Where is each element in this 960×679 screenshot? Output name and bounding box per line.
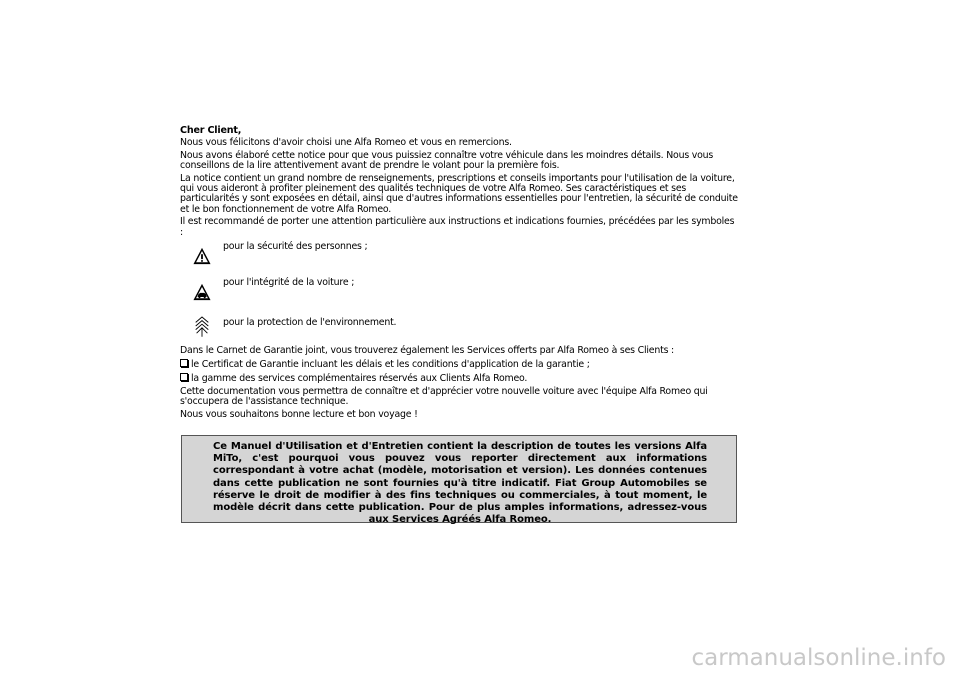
- closing-paragraph-2: Nous vous souhaitons bonne lecture et bon voyage !: [180, 408, 418, 420]
- list-item: [180, 359, 740, 370]
- symbol-row-vehicle: [180, 276, 740, 312]
- checkbox-square-icon: [180, 373, 188, 381]
- checkbox-square-icon: [180, 359, 188, 367]
- greeting-heading: Cher Client,: [180, 125, 242, 136]
- symbol-label-safety: pour la sécurité des personnes ;: [223, 241, 368, 253]
- intro-paragraph-1: Nous vous félicitons d'avoir choisi une Alfa Romeo et vous en remercions.: [180, 137, 512, 149]
- bullet-text-services: la gamme des services complémentaires réservés aux Clients Alfa Romeo.: [191, 373, 528, 384]
- symbol-row-safety: [180, 240, 740, 276]
- closing-paragraph-1: Cette documentation vous permettra de connaître et d'apprécier votre nouvelle voiture avec l'équipe Alfa Romeo qui s'occupera de l'assistance technique.: [180, 385, 708, 407]
- symbol-row-environment: [180, 312, 740, 346]
- symbol-label-vehicle: pour l'intégrité de la voiture ;: [223, 277, 355, 289]
- notice-text: Ce Manuel d'Utilisation et d'Entretien contient la description de toutes les versions Alfa MiTo, c'est pourquoi vous pouvez vous reporter directement aux informations correspondant à votre achat (modèle, motorisation et version). Les données contenues dans cette publication ne sont fournies qu'à titre indicatif. Fiat Group Automobiles se réserve le droit de modifier à des fins techniques ou commerciales, à tout moment, le modèle décrit dans cette publication. Pour de plus amples informations, adressez-vous aux Services Agréés Alfa Romeo.: [213, 441, 707, 526]
- site-watermark: carmanualsonline.info: [691, 645, 946, 671]
- services-intro: Dans le Carnet de Garantie joint, vous trouverez également les Services offerts par Alfa Romeo à ses Clients :: [180, 345, 674, 357]
- notice-box: [181, 435, 737, 526]
- intro-paragraph-4: Il est recommandé de porter une attention particulière aux instructions et indications fournies, précédées par les symboles :: [180, 216, 735, 238]
- symbol-label-environment: pour la protection de l'environnement.: [223, 317, 397, 329]
- intro-paragraph-2: Nous avons élaboré cette notice pour que vous puissiez connaître votre véhicule dans les moindres détails. Nous vous conseillons de la lire attentivement avant de prendre le volant pour la première fois.: [180, 150, 714, 172]
- list-item: [180, 373, 740, 384]
- environment-tree-icon: [193, 314, 211, 338]
- car-integrity-icon: [193, 282, 211, 302]
- manual-intro: [180, 126, 740, 423]
- bullet-text-warranty: le Certificat de Garantie incluant les délais et les conditions d'application de la garantie ;: [191, 359, 590, 371]
- warning-triangle-icon: [193, 246, 211, 266]
- intro-paragraph-3: La notice contient un grand nombre de renseignements, prescriptions et conseils importants pour l'utilisation de la voiture, qui vous aideront à profiter pleinement des qualités techniques de votre Alfa Romeo. Ses caractéristiques et ses particularités y sont exposées en détail, ainsi que d'autres informations essentielles pour l'entretien, la sécurité de conduite et le bon fonctionnement de votre Alfa Romeo.: [180, 173, 738, 215]
